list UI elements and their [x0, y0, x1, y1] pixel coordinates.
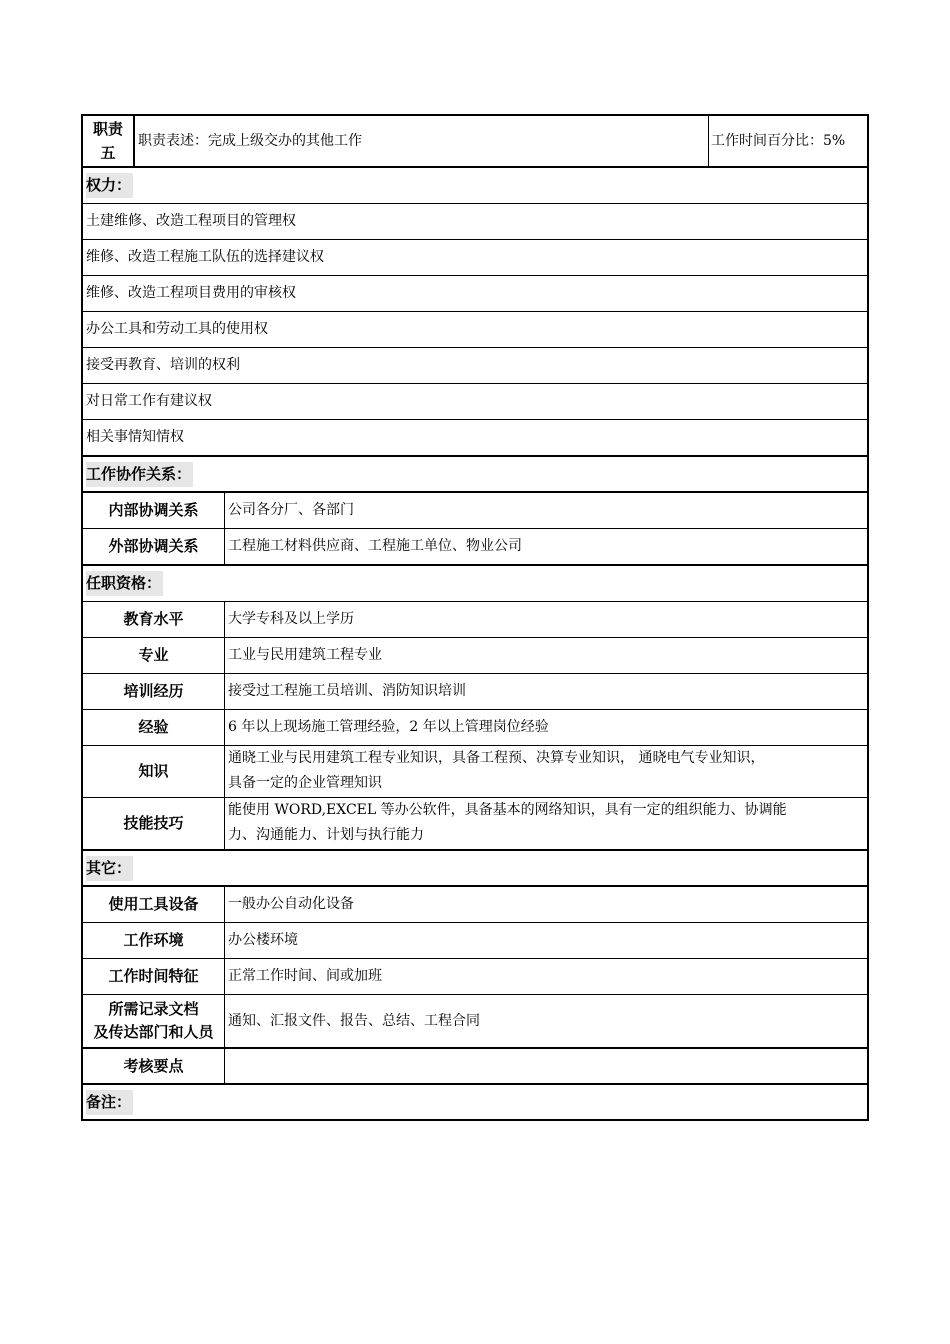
row-label: 知识	[83, 746, 225, 797]
table-row	[81, 923, 869, 959]
row-label: 使用工具设备	[83, 887, 225, 922]
row-label	[83, 995, 225, 1047]
row-label: 专业	[83, 638, 225, 673]
row-label: 培训经历	[83, 674, 225, 709]
authority-item: 维修、改造工程施工队伍的选择建议权	[86, 249, 324, 265]
row-value: 通知、汇报文件、报告、总结、工程合同	[228, 1012, 480, 1029]
table-row	[81, 493, 869, 529]
qualification-header	[81, 566, 869, 602]
job-description-table	[81, 114, 869, 1121]
row-value: 接受过工程施工员培训、消防知识培训	[228, 683, 466, 699]
authority-item: 接受再教育、培训的权利	[86, 357, 240, 373]
list-item	[81, 276, 869, 312]
row-value: 一般办公自动化设备	[228, 896, 354, 912]
qualification-title: 任职资格：	[86, 571, 163, 596]
row-value-line: 通晓工业与民用建筑工程专业知识，具备工程预、决算专业知识， 通晓电气专业知识，	[228, 750, 765, 766]
list-item	[81, 384, 869, 420]
table-row	[81, 746, 869, 798]
duty-time-percent: 工作时间百分比：5%	[711, 132, 846, 149]
row-value: 公司各分厂、各部门	[228, 502, 354, 518]
row-label: 工作环境	[83, 923, 225, 958]
table-row	[81, 602, 869, 638]
row-value: 6 年以上现场施工管理经验，2 年以上管理岗位经验	[228, 719, 549, 735]
other-title: 其它：	[86, 856, 133, 881]
other-header	[81, 851, 869, 887]
row-value-line: 能使用 WORD,EXCEL 等办公软件，具备基本的网络知识，具有一定的组织能力、协调能	[228, 802, 787, 818]
row-label: 考核要点	[83, 1049, 225, 1083]
authority-title: 权力：	[86, 173, 133, 198]
row-label: 技能技巧	[83, 798, 225, 849]
list-item	[81, 204, 869, 240]
row-value: 正常工作时间、间或加班	[228, 968, 382, 984]
list-item	[81, 312, 869, 348]
row-value	[225, 798, 867, 849]
table-row	[81, 529, 869, 566]
row-label: 工作时间特征	[83, 959, 225, 994]
remarks-title: 备注：	[86, 1090, 133, 1115]
table-row	[81, 887, 869, 923]
table-row	[81, 710, 869, 746]
row-label: 内部协调关系	[83, 493, 225, 528]
remarks-row	[81, 1085, 869, 1121]
row-label: 经验	[83, 710, 225, 745]
row-label-line: 及传达部门和人员	[93, 1023, 214, 1041]
row-value	[225, 746, 867, 797]
table-row	[81, 995, 869, 1049]
table-row	[81, 638, 869, 674]
row-value	[225, 1049, 231, 1083]
table-row	[81, 798, 869, 851]
row-value: 工程施工材料供应商、工程施工单位、物业公司	[228, 538, 522, 554]
row-value: 办公楼环境	[228, 932, 298, 948]
duty-row	[81, 114, 869, 168]
authority-item: 办公工具和劳动工具的使用权	[86, 321, 268, 337]
table-row	[81, 674, 869, 710]
duty-label	[83, 116, 135, 166]
row-value: 工业与民用建筑工程专业	[228, 647, 382, 663]
table-row	[81, 1049, 869, 1085]
row-label: 外部协调关系	[83, 529, 225, 564]
duty-description: 职责表述：完成上级交办的其他工作	[135, 116, 709, 166]
duty-label-line1: 职责	[92, 120, 123, 138]
row-value-line: 具备一定的企业管理知识	[228, 775, 382, 791]
cooperation-title: 工作协作关系：	[86, 462, 193, 487]
row-value-line: 力、沟通能力、计划与执行能力	[228, 827, 424, 843]
row-label: 教育水平	[83, 602, 225, 637]
table-row	[81, 959, 869, 995]
cooperation-header	[81, 457, 869, 493]
authority-header	[81, 168, 869, 204]
row-value: 大学专科及以上学历	[228, 611, 354, 627]
authority-item: 维修、改造工程项目费用的审核权	[86, 285, 296, 301]
duty-label-line2: 五	[100, 144, 116, 162]
row-label-line: 所需记录文档	[108, 1000, 199, 1018]
authority-item: 土建维修、改造工程项目的管理权	[86, 213, 296, 229]
list-item	[81, 240, 869, 276]
list-item	[81, 420, 869, 457]
authority-item: 相关事情知情权	[86, 429, 184, 445]
list-item	[81, 348, 869, 384]
authority-item: 对日常工作有建议权	[86, 393, 212, 409]
